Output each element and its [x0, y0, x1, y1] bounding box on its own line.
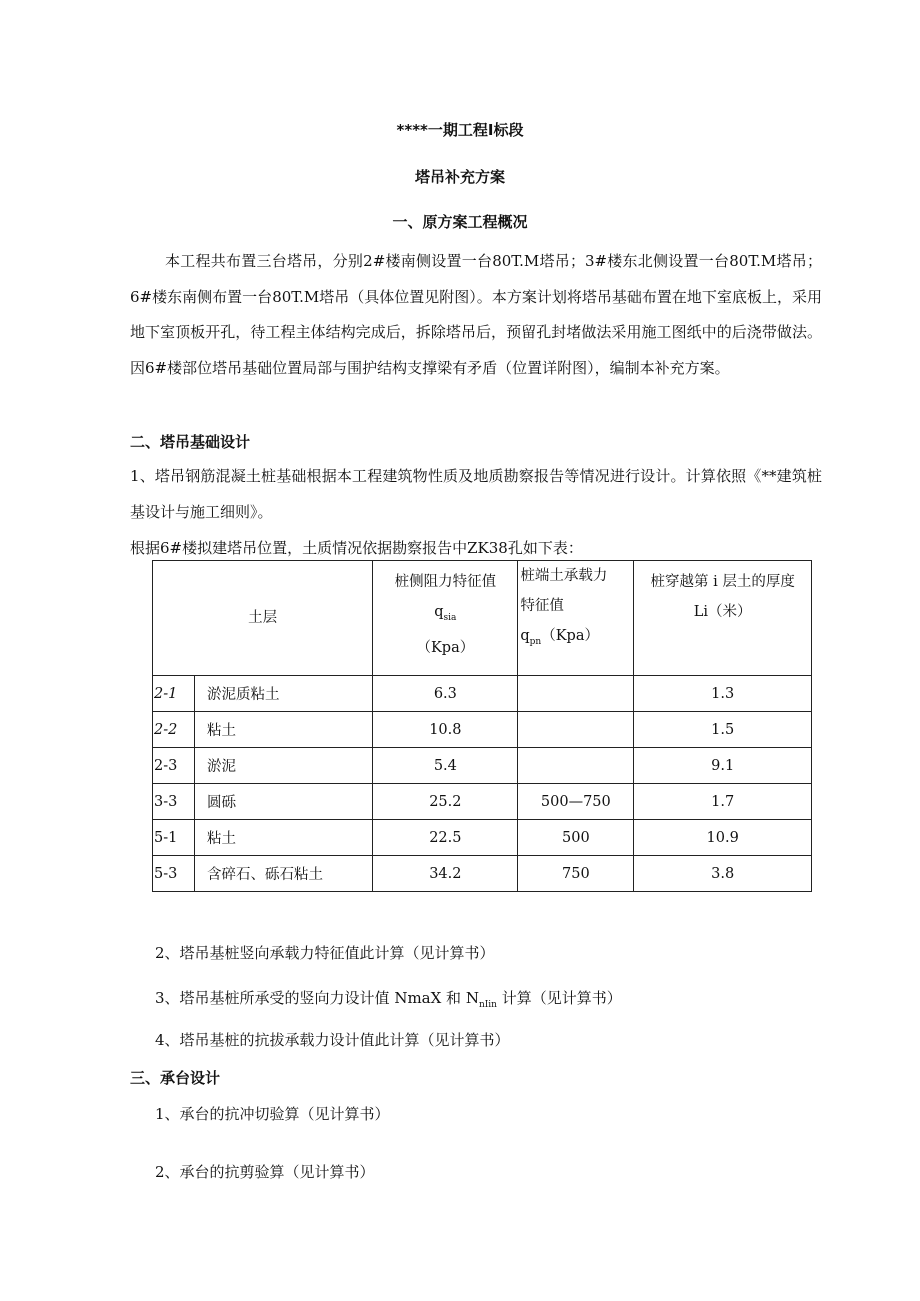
soil-name: 粘土 [195, 712, 373, 748]
li-value: 9.1 [634, 748, 812, 784]
document-title: ****一期工程Ⅰ标段 [396, 121, 524, 139]
qpn-value [518, 676, 634, 712]
table-row [153, 748, 812, 784]
soil-table [152, 560, 812, 892]
qpn-value: 500 [518, 820, 634, 856]
table-row [153, 820, 812, 856]
li-value: 1.3 [634, 676, 812, 712]
soil-name: 淤泥质粘土 [195, 676, 373, 712]
soil-code: 5-3 [153, 856, 195, 892]
table-row [153, 676, 812, 712]
section3-heading: 三、承台设计 [130, 1069, 221, 1087]
section2-item4: 4、塔吊基桩的抗拔承载力设计值此计算（见计算书） [155, 1031, 510, 1049]
header-qpn: 桩端土承载力 特征值 $q_{pn}(Kpa)$ [518, 561, 634, 676]
section2-item2: 2、塔吊基桩竖向承载力特征值此计算（见计算书） [155, 944, 495, 962]
li-value: 1.5 [634, 712, 812, 748]
section2-item3: 3、塔吊基桩所承受的竖向力设计值 NmaX 和 $N_{nIin}$ 计算（见计算书） [155, 989, 622, 1010]
soil-code: 2-1 [153, 676, 195, 712]
table-row [153, 784, 812, 820]
qpn-value [518, 748, 634, 784]
qpn-value: 750 [518, 856, 634, 892]
section1-heading: 一、原方案工程概况 [392, 213, 528, 231]
document-subtitle: 塔吊补充方案 [414, 168, 505, 186]
section2-item1: 1、塔吊钢筋混凝土桩基础根据本工程建筑物性质及地质勘察报告等情况进行设计。计算依照《**建筑桩基设计与施工细则》。 [130, 467, 822, 521]
soil-code: 2-3 [153, 748, 195, 784]
header-qsia: 桩侧阻力特征值 $q_{sia}$ （Kpa） [373, 561, 518, 676]
li-value: 3.8 [634, 856, 812, 892]
qpn-value: 500—750 [518, 784, 634, 820]
qsia-value: 10.8 [373, 712, 518, 748]
section1-paragraph: 本工程共布置三台塔吊，分别2#楼南侧设置一台80T.M塔吊；3#楼东北侧设置一台80T.M塔吊；6#楼东南侧布置一台80T.M塔吊（具体位置见附图）。本方案计划将塔吊基础布置在地下室底板上，采用地下室顶板开孔，待工程主体结构完成后，拆除塔吊后，预留孔封堵做法采用施工图纸中的后浇带做法。因6#楼部位塔吊基础位置局部与围护结构支撑梁有矛盾（位置详附图），编制本补充方案。 [130, 252, 822, 377]
table-intro: 根据6#楼拟建塔吊位置，土质情况依据勘察报告中ZK38孔如下表： [130, 539, 583, 557]
li-value: 1.7 [634, 784, 812, 820]
soil-name: 含碎石、砾石粘土 [195, 856, 373, 892]
table-header-row [153, 561, 812, 676]
section2-heading: 二、塔吊基础设计 [130, 433, 251, 451]
header-li: 桩穿越第 i 层土的厚度 Li（米） [634, 561, 812, 676]
soil-name: 淤泥 [195, 748, 373, 784]
qsia-value: 34.2 [373, 856, 518, 892]
section3-item2: 2、承台的抗剪验算（见计算书） [155, 1163, 375, 1181]
header-soil: 土层 [153, 561, 373, 676]
soil-name: 圆砾 [195, 784, 373, 820]
qsia-value: 25.2 [373, 784, 518, 820]
soil-code: 2-2 [153, 712, 195, 748]
section3-item1: 1、承台的抗冲切验算（见计算书） [155, 1105, 390, 1123]
table-row [153, 712, 812, 748]
li-value: 10.9 [634, 820, 812, 856]
qpn-value [518, 712, 634, 748]
qsia-value: 6.3 [373, 676, 518, 712]
soil-code: 3-3 [153, 784, 195, 820]
qsia-value: 5.4 [373, 748, 518, 784]
soil-name: 粘土 [195, 820, 373, 856]
soil-code: 5-1 [153, 820, 195, 856]
qsia-value: 22.5 [373, 820, 518, 856]
table-row [153, 856, 812, 892]
